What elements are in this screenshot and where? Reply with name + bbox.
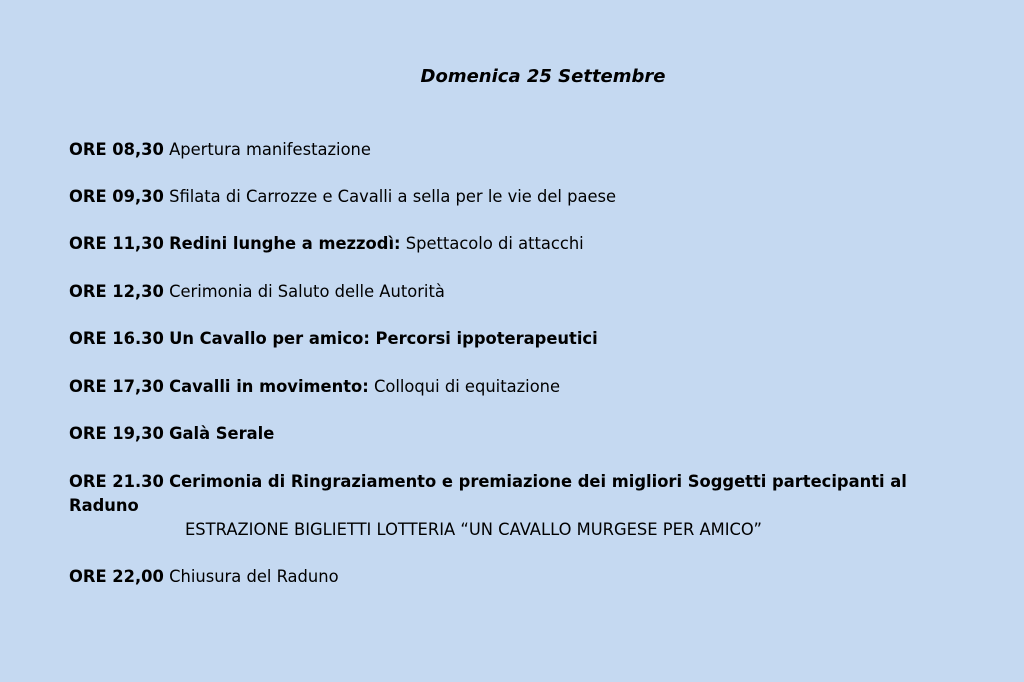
entry-highlight: Cavalli in movimento: xyxy=(169,377,369,397)
schedule-entry xyxy=(69,375,943,399)
schedule-entry xyxy=(69,470,943,518)
entry-description: Chiusura del Raduno xyxy=(169,567,339,587)
entry-description: Apertura manifestazione xyxy=(169,140,371,160)
schedule-entry xyxy=(69,185,943,209)
entry-time: ORE 21.30 xyxy=(69,472,164,492)
entry-time: ORE 12,30 xyxy=(69,282,164,302)
entry-description: Cerimonia di Saluto delle Autorità xyxy=(169,282,445,302)
entry-description: Spettacolo di attacchi xyxy=(405,234,584,254)
schedule-entry xyxy=(69,565,943,589)
entry-time: ORE 22,00 xyxy=(69,567,164,587)
entry-highlight: Galà Serale xyxy=(169,424,275,444)
entry-description: Colloqui di equitazione xyxy=(373,377,561,397)
lottery-note: ESTRAZIONE BIGLIETTI LOTTERIA “UN CAVALLO MURGESE PER AMICO” xyxy=(185,520,762,540)
entry-highlight: Redini lunghe a mezzodì: xyxy=(169,234,401,254)
entry-highlight: Un Cavallo per amico: Percorsi ippoterapeutici xyxy=(169,329,598,349)
entry-description: Sfilata di Carrozze e Cavalli a sella per le vie del paese xyxy=(169,187,617,207)
entry-time: ORE 16.30 xyxy=(69,329,164,349)
entry-time: ORE 19,30 xyxy=(69,424,164,444)
entry-time: ORE 09,30 xyxy=(69,187,164,207)
entry-time: ORE 08,30 xyxy=(69,140,164,160)
schedule-entry xyxy=(69,232,943,256)
schedule-entry xyxy=(69,422,943,446)
schedule-entry xyxy=(69,327,943,351)
entry-time: ORE 17,30 xyxy=(69,377,164,397)
entry-time: ORE 11,30 xyxy=(69,234,164,254)
schedule-entry xyxy=(69,138,943,162)
page-title: Domenica 25 Settembre xyxy=(420,66,666,87)
entry-highlight: Cerimonia di Ringraziamento e premiazione dei migliori Soggetti partecipanti al Raduno xyxy=(69,472,907,516)
schedule-entry xyxy=(69,280,943,304)
